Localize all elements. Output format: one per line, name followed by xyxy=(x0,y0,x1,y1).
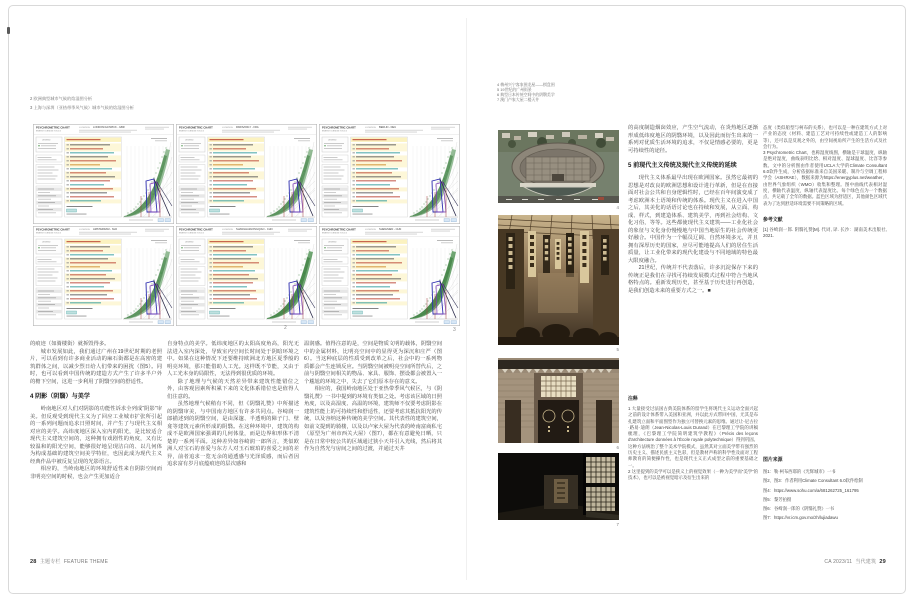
chart-subtitle: ENERGY DESIGN TOOLS xyxy=(322,130,347,133)
chart-title: PSYCHROMETRIC CHART xyxy=(179,228,213,232)
left-page-captions xyxy=(30,95,330,113)
side-doorway xyxy=(505,400,521,443)
right-page-captions xyxy=(497,83,757,103)
section-label-en: FEATURE THEME xyxy=(63,559,109,565)
figure-caption: 4 梅州兴宁客家围龙屋——棋盘围 xyxy=(497,82,555,87)
text-block: 除了地理与气候的天然差异带来建筑性能错位之外，由客观因素所积累下来的文化体系错位也是值得人们注意的。 xyxy=(167,378,299,400)
psychrometric-chart xyxy=(319,124,460,224)
psychrometric-chart-figure xyxy=(319,124,460,224)
text-block: [1] 谷崎润一郎. 阴翳礼赞[M]. 代词, 译. 长沙：湖南美术出版社, 2021. xyxy=(763,226,887,239)
psychrometric-chart-figure xyxy=(33,226,174,326)
journal-name: 当代建筑 xyxy=(855,559,877,565)
chart-location: PARIS/ORLY - FRA xyxy=(236,126,259,130)
left-column-1 xyxy=(30,341,162,481)
figure-caption: 3 上海与深圳（亚热带季风气候）城市气候的焓湿图分析 xyxy=(30,104,134,110)
section-heading: 5 前现代主义传统及现代主义传统的延续 xyxy=(628,162,737,169)
left-column-3 xyxy=(304,341,442,454)
photo-lou-kau-mansion xyxy=(498,453,619,527)
photo-number: 4 xyxy=(616,205,619,210)
chart-subtitle: ENERGY DESIGN TOOLS xyxy=(322,232,347,235)
psychrometric-chart-figure xyxy=(176,226,317,326)
design-strategies-panel xyxy=(208,137,265,217)
figure-number: 3 xyxy=(453,327,456,333)
alley-haze xyxy=(538,273,578,313)
page-number: 28 xyxy=(30,559,37,565)
right-right-column xyxy=(763,125,887,239)
text-block: 相应的，当岭南地区的环境舒适性来自阴影空间而非明亮空间的时候，也会产生更加适合 xyxy=(30,466,162,480)
text-block: 2 这里提到的美学可以是狭义上的视觉效果（一种为美学而“美学”的技术），也可以是被视觉暗示及衍生出来的 xyxy=(628,468,758,481)
design-strategies-panel xyxy=(65,137,122,217)
chart-location: BERLIN - DEU xyxy=(379,126,397,130)
text-block: 温润感。值得注意的是，空间是物质文明的载体，阴翳空间中的金属材料，比明亮空间中的显得更为深沉和庄严（图6）。当这种底层的性质受到改革之后，社会中的一系列物质都会产生连锁反应。当阴翳空间被明亮空间所替代后，之前与阴翳空间相关的物品、家具、服饰、摆设都会被置入一个尴尬的环境之中，失去了它们原本存在的意义。 xyxy=(304,341,442,385)
location-label: LOCATION: xyxy=(365,127,377,130)
legend-panel xyxy=(36,137,62,217)
section-label: 主题专栏 xyxy=(39,559,61,565)
legend-title: LEGEND xyxy=(185,139,194,142)
legend-title: LEGEND xyxy=(185,241,194,244)
location-label: LOCATION: xyxy=(222,229,234,232)
text-block: 自身特点的美学。低纬度地区的太阳高度角高，阳光无法进入室内深处，导致室内空间长时间处于阴暗环境之中。如果在这种情况下还要维持欧洲北方地区夏季般的明亮环境，那只能借助人工光。这样既不节能，又由于人工光本身的局限性，无法得到很优质的环境。 xyxy=(167,341,299,377)
chart-subtitle: ENERGY DESIGN TOOLS xyxy=(36,232,61,235)
text-block: 岭南地区对人们对阴影的功能性诉求全列成“阴影”审美。但反观受到现代主义为了回应工业城市扩张所引起的一系列问题而追求日照时间，并产生了与现代主义相对应的美学。高纬度地区深入室内的阳光，是比较适合现代主义建筑空间的，这种拥有戏剧性的角度，又有比较温和的阳光空间，能够很好地呈现洁白的、以几何体为构成基础的建筑空间美学特征，也因此成为现代主义经典作品中被反复呈现的光影语言。 xyxy=(30,406,162,465)
legend-title: LEGEND xyxy=(42,139,51,142)
dark-doorway xyxy=(538,400,579,443)
legend-title: LEGEND xyxy=(328,241,337,244)
psychrometric-chart xyxy=(176,226,317,326)
lattice-window xyxy=(541,376,576,397)
legend-panel xyxy=(322,137,348,217)
text-block: 图4：https://www.sohu.com/a/681262725_161795 xyxy=(763,487,859,493)
chart-location: LONDON/GATWICK - GBR xyxy=(93,126,125,130)
section-heading: 图片来源 xyxy=(763,458,783,463)
design-strategies-panel xyxy=(208,239,265,319)
design-strategies-panel xyxy=(351,137,408,217)
figure-number: 2 xyxy=(284,325,287,331)
photo-shadow-interior xyxy=(498,358,619,450)
chart-title: PSYCHROMETRIC CHART xyxy=(179,126,213,130)
page-number: 29 xyxy=(879,559,886,565)
text-block: 3 Psychrometric Chart，也称湿度线图，横轴是干球温度，纵轴是绝对湿度，曲线表明比焓、相对湿度、湿球温度、比容等参数。文中的分析图由作者使用UCLA大学的Climate Consultant 6.0软件生成，分析依据标准来自美国采暖、制冷与空调工程师学会（ASHRAE），数据来源为https://energyplus.net/weather，由世界气象组织（WMO）收集和整理。图中曲线代表相对湿度，横轴代表温度，纵轴代表湿度比。每个绿色点为一个数据点，共记载了全年的数据。蓝色区域为舒适区，其他颜色区域代表为了达到舒适环境需要不同策略的区域。 xyxy=(763,150,887,206)
text-block: 态度（类似船型与柯布的关系），也可以是一种在建筑方式上对产业的态度（材料、建造工艺对可持续性或建造工人的影响等），还可以是反观之外的，由空间视角所产生的生活方式及社会行为。 xyxy=(763,125,887,149)
chart-title: PSYCHROMETRIC CHART xyxy=(36,126,70,130)
roof-eave xyxy=(498,360,619,369)
dark-interior-illustration xyxy=(498,453,619,520)
footer-left xyxy=(30,558,108,565)
legend-panel xyxy=(322,239,348,319)
text-block: 城市发展如此，我们通过广州在19世纪时期的老照片，可以看到有许多商业活动的麻石街都是在高密的建筑群体之间，以减少烈日给人们带来的困扰（图5）。同时，也可以看到中国传统的建造方式产生了许多半户外的檐下空间，这进一步利用了阴翳空间的舒适性。 xyxy=(30,348,162,385)
psychrometric-chart-figure xyxy=(176,124,317,224)
figure-caption: 2 欧洲典型城市气候的焓湿图分析 xyxy=(30,96,93,101)
chart-title: PSYCHROMETRIC CHART xyxy=(36,228,70,232)
text-block: 1 大量接受过法国古典美院体系的留学生将现代主义运动全面兴起之前的设计体系带入美国和亚洲，并以此方式带回中国，尤其是布扎建筑立面和平面图型作为独立可替换元素的思维。通过让-尼古拉·路易·迪朗（Jean-Nicolas-Louis Durand）在巴黎理工学院的讲稿梳理，《巴黎理工学院简明建筑学教程》（Précis des leçons d'architecture données à l'École royale polytechnique）得到巩固。这种方法统治了整个美术学院模式，虽然其对立面美学带有强烈的历史主义、描述民族主义色彩，但是教材声称的科学性及面对工程师教育的简便操作性，也是现代主义正式成型之前的重要基础之一。 xyxy=(628,406,758,468)
text-block: 现代主义体系最早出现在欧洲国家。虽然它最初的思想是对改良的欧洲思想和设计进行革新，但是在直接面对社会公共和自身逻辑性时，已经在百年间演变成了考虑欧洲本土语境和传统的体系。现代主义在进入中国之后，其美化的话语讨论也在持续和发展，从立面、构成、样式，到建造体系、建筑美学，再到社会结构、文化习俗，等等。这些都使现代主义建筑——工业化社会的象征与文化身份慢慢地与中国当地原生的社会传统更好融合。中国作为一个幅员辽阔、自然环境多元，并且拥有深厚历史的国家，应尽可能地提高人们的居住生活质量，让工业化带来的现代化建设与不同地域的特色最大限度融合。 xyxy=(628,175,758,264)
issue-label: CA 2023/11 xyxy=(824,559,853,565)
psychrometric-chart xyxy=(319,226,460,326)
design-strategies-panel xyxy=(65,239,122,319)
design-strategies-panel xyxy=(351,239,408,319)
legend-title: LEGEND xyxy=(42,241,51,244)
section-heading: 4 阴影（阴翳）与美学 xyxy=(30,393,90,400)
legend-title: LEGEND xyxy=(328,139,337,142)
figure-caption: 5 19世纪的广州街景 xyxy=(497,86,532,92)
chart-grid xyxy=(33,124,462,326)
text-block: 图6：谷崎润一郎的《阴翳礼赞》一书 xyxy=(763,506,835,512)
photo-number: 6 xyxy=(616,445,619,450)
psychrometric-chart xyxy=(33,226,174,326)
scan-edge-artifact xyxy=(7,27,10,34)
legend-panel xyxy=(179,239,205,319)
text-block: 的痕迹（如骑楼街）就拆毁得多。 xyxy=(30,341,110,347)
street-scene-illustration xyxy=(498,215,619,345)
chart-location: SHANGHAI/HONGQIAO - CHN xyxy=(236,228,273,232)
left-column-2 xyxy=(167,341,299,469)
aerial-village-illustration xyxy=(498,130,619,203)
text-block: 图1：勒·柯布西耶的《光辉城市》一书 xyxy=(763,469,836,474)
location-label: LOCATION: xyxy=(365,229,377,232)
text-block: 相应的，我国岭南地区处于亚热带季风气候区，与《阴翳礼赞》一书中提到的环境有类似之处。考虑该区域的日照角度，以及高湿度、高温的环境，建筑师不仅要考虑阴影在建筑性能上的可持续性和舒适性，还要考虑其抵抗阳光的传统，以及容纳这种传统的美学空间。其代表性的建筑空间，如前文提到的骑楼，以及以卢家大屋为代表的岭南富商私宅（原型为广州市西关大屋）（图7），都在有意避免日晒，只是在日常中较公共的区域通过狭小天井引入光线，然后将其作为自然光与房间之间的过渡，并通过天井 xyxy=(304,386,442,452)
figure-caption: 7 澳门卢家大屋二楼天井 xyxy=(497,96,540,102)
footer-right xyxy=(824,558,886,565)
location-label: LOCATION: xyxy=(79,229,91,232)
courtyard-illustration xyxy=(498,358,619,443)
psychrometric-chart-figure xyxy=(33,124,174,224)
chart-location: SHENZHEN - CHN xyxy=(379,228,402,232)
page-gutter xyxy=(466,18,467,580)
legend-panel xyxy=(179,137,205,217)
right-mid-column xyxy=(628,125,758,295)
chart-subtitle: ENERGY DESIGN TOOLS xyxy=(179,232,204,235)
chart-subtitle: ENERGY DESIGN TOOLS xyxy=(36,130,61,133)
chart-location: AMSTERDAM - NLD xyxy=(93,228,118,232)
text-block: 虽然地理气候稍有不同，但《阴翳礼赞》中所描述的阴翳审美，与中国南方地区有许多共同点。谷崎润一郎描述到的阴翳空间，是由深邃、半透明的障子门、壁龛等建筑元素所形成的阴翳。在这种环境中，建筑的构成不是欧洲国家强调的几何体量，而是边界和形体不清楚的一系列平面。这种差异如谷崎润一郎所言，类似欧洲人对宝石的喜爱与东方人对玉石琥珀的喜爱之间的差异，前者追求一览无余的通透感与光泽质感，而后者因追求富有岁月底蕴痕迹的层次感和 xyxy=(167,401,299,467)
text-block: 图2、图3：作者利用Climate Consultant 6.0软件绘制 xyxy=(763,478,863,484)
psychrometric-chart-figure xyxy=(319,226,460,326)
section-heading: 注释 xyxy=(628,397,638,402)
photo-guangzhou-street xyxy=(498,215,619,352)
text-block: 图7：https://vr.icm.gov.mo/zh/lujiadawu xyxy=(763,515,838,521)
psychrometric-chart xyxy=(33,124,174,224)
photo-number: 5 xyxy=(616,347,619,352)
chart-subtitle: ENERGY DESIGN TOOLS xyxy=(179,130,204,133)
text-block: 的高度制造烟囱效应，产生空气流动，在炎热地区逐渐形成低纬度地区的阴翳环境，以及因此而衍生出来的一系列对优质生活环境的追求，不仅是情感必要的，更是可持续性的途径。 xyxy=(628,125,758,154)
location-label: LOCATION: xyxy=(79,127,91,130)
location-label: LOCATION: xyxy=(222,127,234,130)
car xyxy=(598,197,604,200)
section-heading: 参考文献 xyxy=(763,217,783,223)
chart-title: PSYCHROMETRIC CHART xyxy=(322,126,356,130)
text-block: 图5：黎芳拍摄 xyxy=(763,496,792,502)
text-block: 21世纪，传统并不代表落后，许多沉淀保存下来的传统正是我们在寻找可持续发展模式过程中符合当地风格特点的。重新发现历史，甚至基于历史进行再创造，是我们创造未来的重要方式之一。■ xyxy=(628,265,758,294)
side-doorway xyxy=(596,400,612,443)
right-mid-notes xyxy=(628,396,758,482)
legend-panel xyxy=(36,239,62,319)
chart-title: PSYCHROMETRIC CHART xyxy=(322,228,356,232)
image-credits xyxy=(763,457,887,523)
photo-hakka-weilongwu-aerial xyxy=(498,130,619,210)
figure-caption: 6 典型日本传统空间中的阴翳美学 xyxy=(497,91,555,97)
photo-number: 7 xyxy=(616,522,619,527)
psychrometric-chart xyxy=(176,124,317,224)
